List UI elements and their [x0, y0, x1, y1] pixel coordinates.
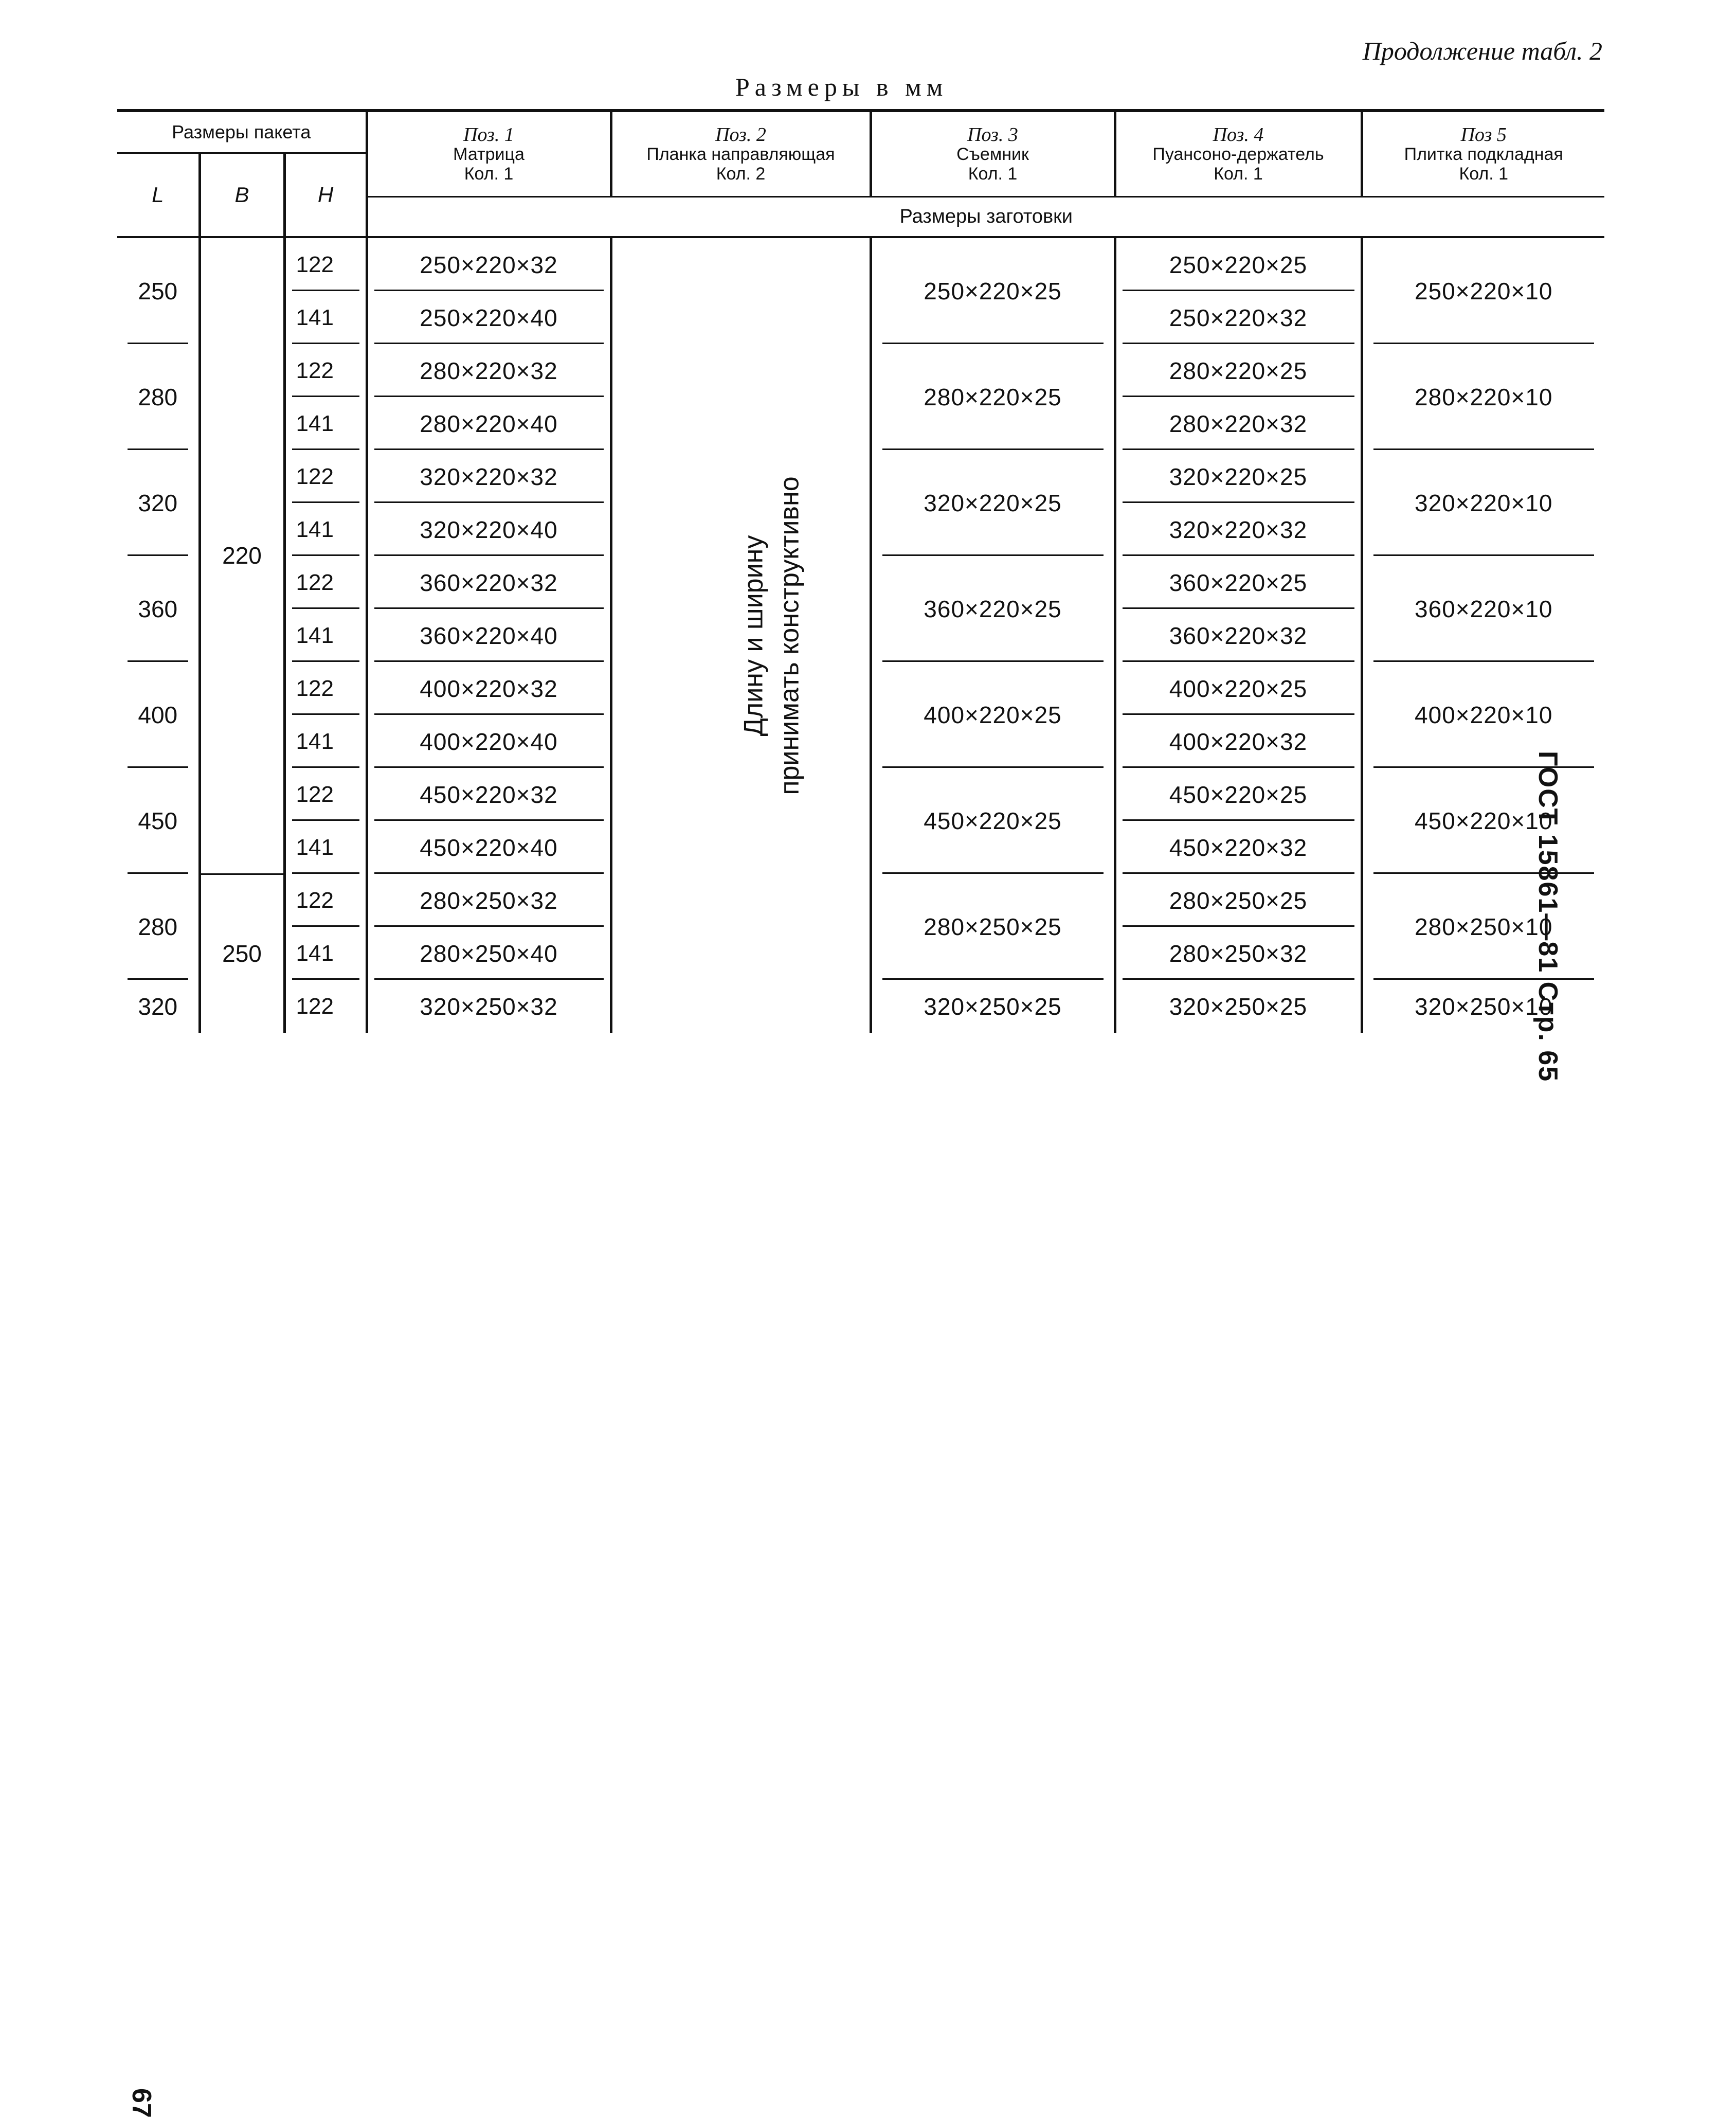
L-value: 360: [117, 556, 200, 662]
pos1-number: Поз. 1: [463, 123, 514, 146]
H-value: 122: [284, 556, 367, 609]
L-value: 320: [138, 993, 178, 1020]
H-value: 122: [284, 344, 367, 397]
continuation-label: Продолжение табл. 2: [1362, 37, 1602, 65]
gost-page-code: ГОСТ 15861—81 Стр. 65: [1533, 751, 1563, 1083]
pos4-value: 450×220×25: [1115, 768, 1362, 821]
H-value: 122: [284, 768, 367, 821]
pos5-qty: Кол. 1: [1459, 164, 1509, 184]
design-note: [611, 237, 871, 1033]
pos1-name: Матрица: [453, 144, 525, 164]
pos3-value: 250×220×25: [871, 237, 1115, 344]
pos4-number: Поз. 4: [1213, 123, 1264, 146]
pos4-value: 280×220×25: [1115, 344, 1362, 397]
H-value: 122: [284, 662, 367, 715]
pos3-number: Поз. 3: [967, 123, 1018, 146]
pos4-value: 400×220×25: [1115, 662, 1362, 715]
pos4-value: 360×220×32: [1115, 609, 1362, 662]
pos3-qty: Кол. 1: [968, 164, 1018, 184]
pos4-header: [1115, 111, 1362, 197]
B-value: 250: [200, 874, 284, 1033]
L-value: 320: [117, 450, 200, 556]
H-value: 141: [284, 927, 367, 980]
H-value: 141: [284, 609, 367, 662]
pos3-value: 400×220×25: [871, 662, 1115, 768]
pos4-value: 280×220×32: [1115, 397, 1362, 450]
pos4-value: 400×220×32: [1115, 715, 1362, 768]
pos3-name: Съемник: [956, 144, 1029, 164]
L-value: 450: [117, 768, 200, 874]
pos4-value: 250×220×25: [1115, 237, 1362, 291]
H-value: 141: [284, 503, 367, 556]
pos4-value: 250×220×32: [1115, 291, 1362, 344]
pos5-value: 320×220×10: [1362, 450, 1604, 556]
L-value: 250: [117, 237, 200, 344]
pos3-value: 280×250×25: [871, 874, 1115, 980]
pos3-value: 360×220×25: [871, 556, 1115, 662]
page-number: 67: [126, 2088, 156, 2118]
L-value: 280: [117, 344, 200, 450]
H-value: 122: [284, 874, 367, 927]
pos5-value: 280×250×10: [1362, 874, 1604, 980]
L-header: L: [117, 153, 200, 238]
pos1-value: 250×220×40: [367, 291, 611, 344]
table-row: [117, 237, 1604, 291]
pos3-value: 450×220×25: [871, 768, 1115, 874]
pos5-value: 450×220×10: [1362, 768, 1604, 874]
pos2-name: Планка направляющая: [646, 144, 835, 164]
pos5-header: [1362, 111, 1604, 197]
pos1-value: 400×220×32: [367, 662, 611, 715]
pos4-value: 320×220×32: [1115, 503, 1362, 556]
pos4-qty: Кол. 1: [1214, 164, 1263, 184]
pos1-value: 450×220×40: [367, 821, 611, 874]
pos2-number: Поз. 2: [715, 123, 766, 146]
pos4-value: 320×220×25: [1115, 450, 1362, 503]
pos3-value: 280×220×25: [871, 344, 1115, 450]
pos1-value: 400×220×40: [367, 715, 611, 768]
B-value: 220: [200, 237, 284, 874]
pos1-value: 450×220×32: [367, 768, 611, 821]
pos1-value: 280×250×40: [367, 927, 611, 980]
pos1-value: 320×250×32: [367, 980, 611, 1033]
pos1-value: 280×250×32: [367, 874, 611, 927]
pos1-value: 360×220×32: [367, 556, 611, 609]
H-value: 122: [284, 980, 367, 1033]
pos5-value: 320×250×10: [1362, 980, 1604, 1033]
page-number-wrap: [77, 1029, 156, 2118]
units-caption: Размеры в мм: [735, 73, 948, 101]
H-value: 122: [284, 450, 367, 503]
pos1-value: 320×220×32: [367, 450, 611, 503]
H-value: 141: [284, 821, 367, 874]
H-value: 141: [284, 397, 367, 450]
pos4-value: 280×250×25: [1115, 874, 1362, 927]
pos1-header: [367, 111, 611, 197]
pos1-value: 320×220×40: [367, 503, 611, 556]
pos4-value: 320×250×25: [1115, 980, 1362, 1033]
pos3-value: 320×250×25: [871, 980, 1115, 1033]
design-note-line2: принимать конструктивно: [774, 476, 805, 795]
H-header: H: [284, 153, 367, 238]
pos4-name: Пуансоно-держатель: [1152, 144, 1324, 164]
B-header: B: [200, 153, 284, 238]
pos5-value: 280×220×10: [1362, 344, 1604, 450]
design-note-text: [735, 476, 807, 795]
H-value: 141: [284, 291, 367, 344]
pos2-qty: Кол. 2: [716, 164, 766, 184]
pos5-value: 250×220×10: [1362, 237, 1604, 344]
blank-sizes-header: Размеры заготовки: [367, 197, 1604, 238]
H-value: 122: [284, 237, 367, 291]
pos5-number: Поз 5: [1460, 123, 1507, 146]
pos4-value: 450×220×32: [1115, 821, 1362, 874]
pos3-value: 320×220×25: [871, 450, 1115, 556]
H-value: 141: [284, 715, 367, 768]
pos1-value: 360×220×40: [367, 609, 611, 662]
pos5-value: 360×220×10: [1362, 556, 1604, 662]
blank-sizes-table: [117, 109, 1604, 1033]
pos1-value: 280×220×32: [367, 344, 611, 397]
pos3-header: [871, 111, 1115, 197]
pos1-value: 250×220×32: [367, 237, 611, 291]
pos4-value: 280×250×32: [1115, 927, 1362, 980]
pos1-qty: Кол. 1: [464, 164, 514, 184]
pos1-value: 280×220×40: [367, 397, 611, 450]
L-value: 280: [117, 874, 200, 980]
pos2-header: [611, 111, 871, 197]
pos5-value: 400×220×10: [1362, 662, 1604, 768]
pos5-name: Плитка подкладная: [1404, 144, 1563, 164]
design-note-line1: Длину и ширину: [738, 535, 769, 736]
L-value: 400: [117, 662, 200, 768]
package-sizes-header: Размеры пакета: [117, 111, 367, 153]
pos4-value: 360×220×25: [1115, 556, 1362, 609]
